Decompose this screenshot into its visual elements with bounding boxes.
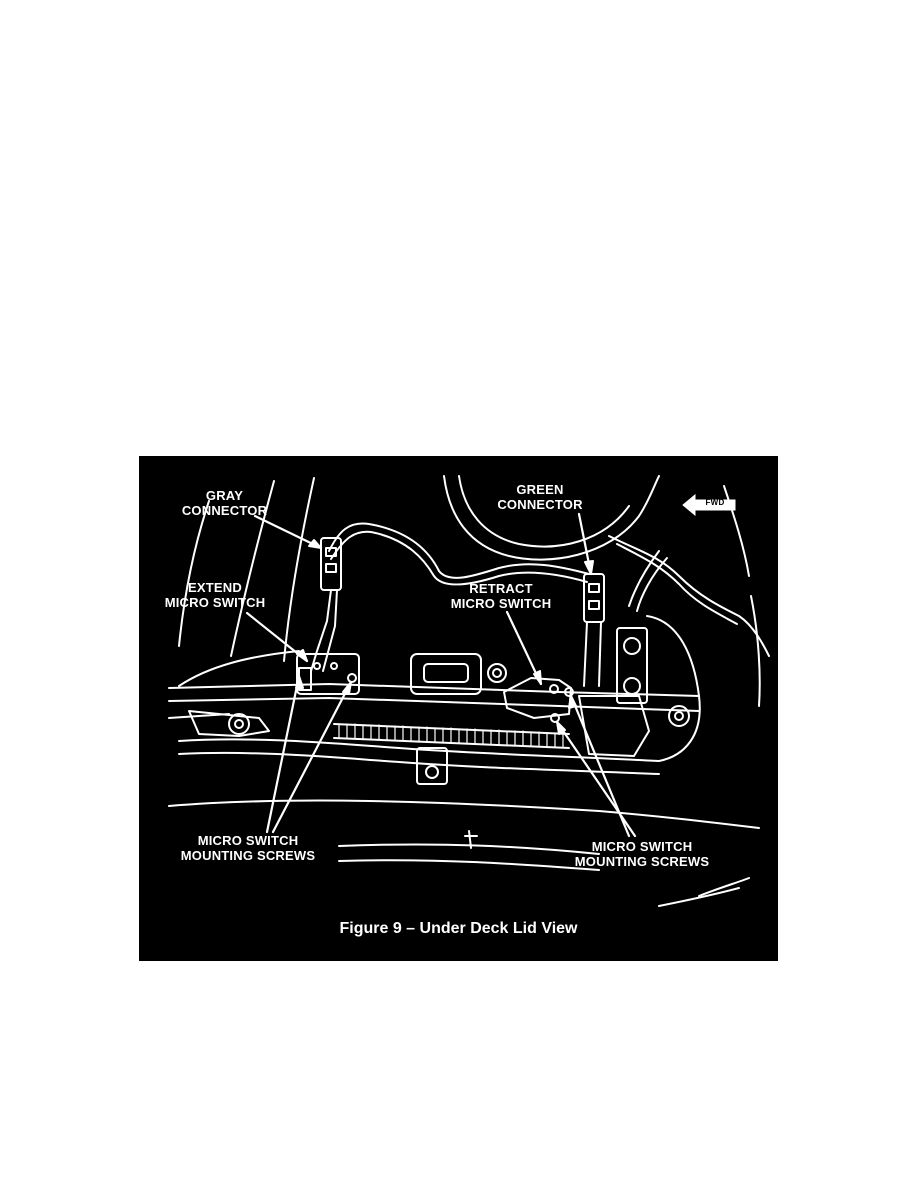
forward-direction-indicator xyxy=(682,494,736,516)
gray-connector-label: GRAY CONNECTOR xyxy=(181,488,268,518)
micro-switch-mounting-screws-left-label: MICRO SWITCH MOUNTING SCREWS xyxy=(180,833,316,863)
fwd-label: FWD xyxy=(705,498,725,507)
retract-micro-switch-label: RETRACT MICRO SWITCH xyxy=(450,581,552,611)
figure-panel xyxy=(139,456,778,961)
figure-caption: Figure 9 – Under Deck Lid View xyxy=(339,920,578,937)
green-connector-label: GREEN CONNECTOR xyxy=(497,482,583,512)
deck-lid-illustration xyxy=(139,456,778,961)
micro-switch-mounting-screws-right-label: MICRO SWITCH MOUNTING SCREWS xyxy=(574,839,710,869)
extend-micro-switch-label: EXTEND MICRO SWITCH xyxy=(164,580,266,610)
